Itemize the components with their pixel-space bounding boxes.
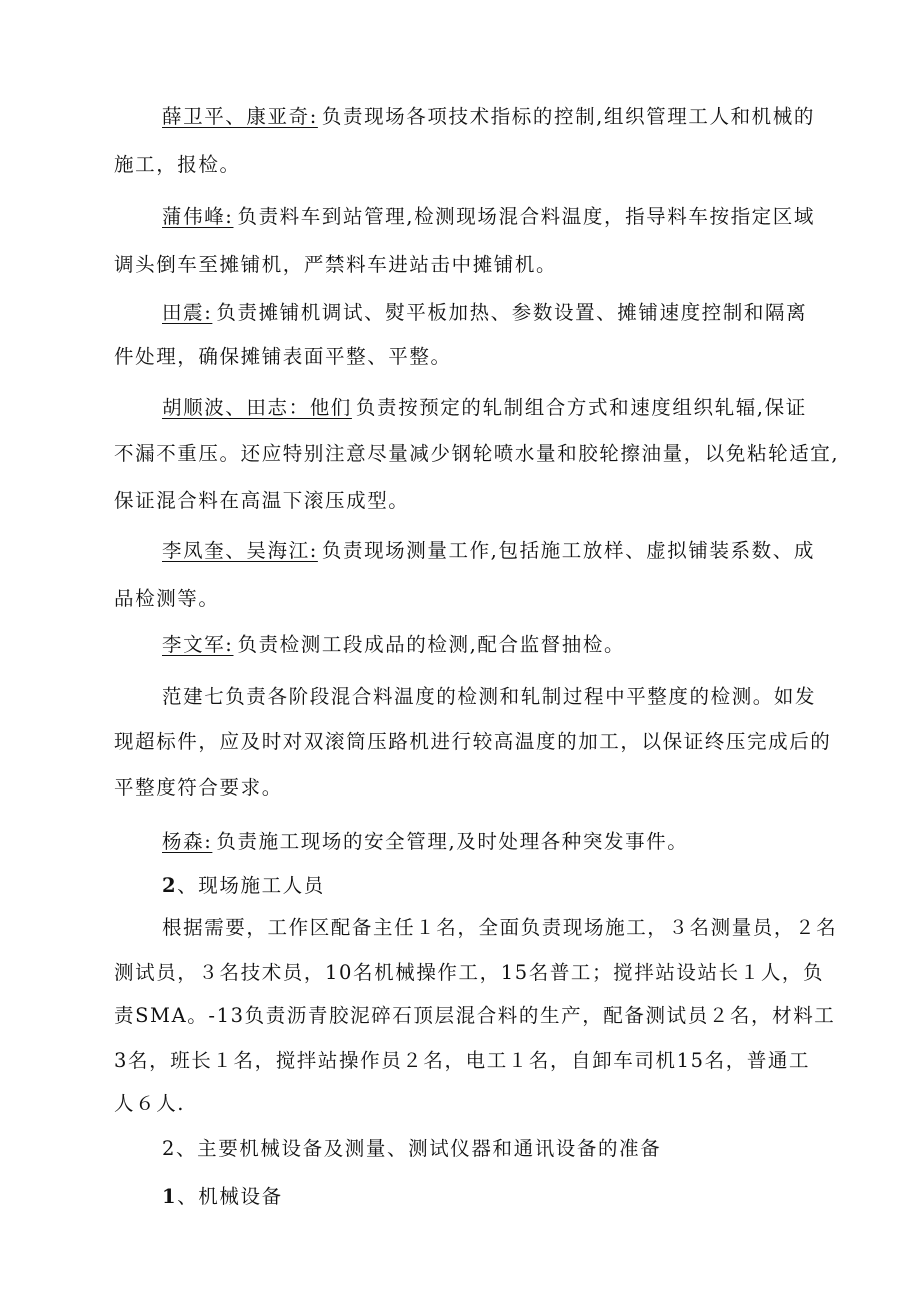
body-line bbox=[114, 1003, 835, 1029]
paragraph-line bbox=[162, 632, 625, 658]
paragraph-line bbox=[162, 395, 807, 421]
paragraph-line bbox=[114, 252, 557, 278]
duty-text: 调头倒车至摊铺机，严禁料车进站击中摊铺机。 bbox=[114, 253, 558, 276]
paragraph-line bbox=[114, 586, 220, 612]
body-line bbox=[114, 1091, 185, 1117]
body-text: 测试员，３名技术员，10名机械操作工，15名普工；搅拌站设站长１人，负 bbox=[114, 961, 825, 984]
heading-text: 、机械设备 bbox=[177, 1185, 283, 1208]
body-line bbox=[162, 915, 837, 941]
heading-number: 1 bbox=[162, 1185, 178, 1208]
duty-text: 不漏不重压。还应特别注意尽量减少钢轮喷水量和胶轮擦油量，以免粘轮适宜, bbox=[114, 442, 840, 465]
person-name: 李文军: bbox=[162, 633, 234, 656]
paragraph-line bbox=[162, 204, 815, 230]
person-name: 蒲伟峰: bbox=[162, 205, 234, 228]
body-text: 责SMA。-13负责沥青胶泥碎石顶层混合料的生产，配备测试员２名，材料工 bbox=[114, 1004, 836, 1027]
paragraph-line bbox=[114, 488, 409, 514]
duty-text: 负责摊铺机调试、熨平板加热、参数设置、摊铺速度控制和隔离 bbox=[216, 301, 808, 324]
paragraph-line bbox=[114, 775, 283, 801]
paragraph-line bbox=[114, 729, 831, 755]
person-name: 胡顺波、田志：他们 bbox=[162, 396, 352, 419]
person-name: 薛卫平、康亚奇: bbox=[162, 105, 318, 128]
duty-text: 保证混合料在高温下滚压成型。 bbox=[114, 489, 410, 512]
duty-text: 负责现场各项技术指标的控制,组织管理工人和机械的 bbox=[321, 105, 815, 128]
paragraph-line bbox=[114, 344, 452, 370]
paragraph-line bbox=[114, 152, 241, 178]
paragraph-line bbox=[162, 300, 807, 326]
duty-text: 负责按预定的轧制组合方式和速度组织轧辐,保证 bbox=[355, 396, 807, 419]
heading-text: 、现场施工人员 bbox=[177, 874, 325, 897]
duty-text: 平整度符合要求。 bbox=[114, 776, 283, 799]
heading-number: 2 bbox=[162, 874, 178, 897]
person-name: 杨森: bbox=[162, 830, 213, 853]
paragraph-line bbox=[114, 441, 839, 467]
duty-text: 负责料车到站管理,检测现场混合料温度，指导料车按指定区域 bbox=[237, 205, 815, 228]
duty-text: 负责现场测量工作,包括施工放样、虚拟铺装系数、成 bbox=[321, 539, 815, 562]
section-heading bbox=[162, 873, 325, 899]
duty-text: 现超标件，应及时对双滚筒压路机进行较高温度的加工，以保证终压完成后的 bbox=[114, 730, 832, 753]
duty-text: 负责检测工段成品的检测,配合监督抽检。 bbox=[237, 633, 626, 656]
paragraph-line bbox=[162, 104, 815, 130]
duty-text: 范建七负责各阶段混合料温度的检测和轧制过程中平整度的检测。如发 bbox=[162, 685, 817, 708]
body-text: 根据需要，工作区配备主任１名，全面负责现场施工，３名测量员，２名 bbox=[162, 916, 838, 939]
body-line bbox=[114, 960, 824, 986]
body-text: 人６人. bbox=[114, 1092, 186, 1115]
section-heading bbox=[162, 1136, 661, 1162]
body-line bbox=[114, 1048, 810, 1074]
duty-text: 施工，报检。 bbox=[114, 153, 241, 176]
person-name: 李凤奎、吴海江: bbox=[162, 539, 318, 562]
person-name: 田震: bbox=[162, 301, 213, 324]
heading-text: 2、主要机械设备及测量、测试仪器和通讯设备的准备 bbox=[162, 1137, 662, 1160]
paragraph-line bbox=[162, 684, 816, 710]
body-text: 3名，班长１名，搅拌站操作员２名，电工１名，自卸车司机15名，普通工 bbox=[114, 1049, 811, 1072]
section-heading bbox=[162, 1184, 283, 1210]
paragraph-line bbox=[162, 829, 688, 855]
duty-text: 负责施工现场的安全管理,及时处理各种突发事件。 bbox=[216, 830, 689, 853]
duty-text: 件处理，确保摊铺表面平整、平整。 bbox=[114, 345, 452, 368]
duty-text: 品检测等。 bbox=[114, 587, 220, 610]
paragraph-line bbox=[162, 538, 815, 564]
